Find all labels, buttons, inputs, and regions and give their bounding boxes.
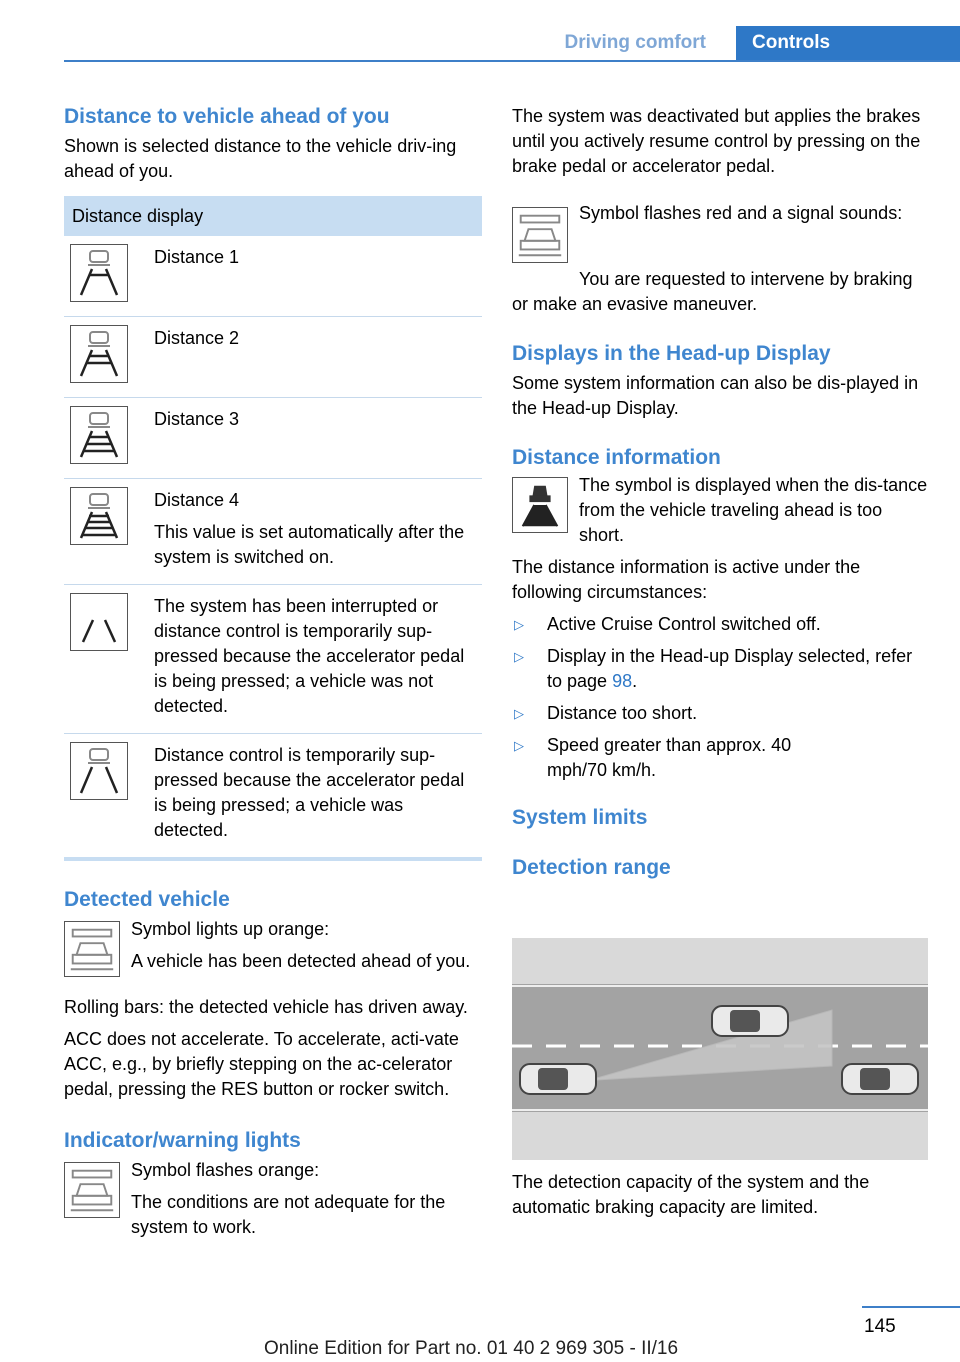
list-item-text-main: Display in the Head-up Display selected, refer to page (547, 646, 913, 691)
warning-vehicle-icon (64, 1162, 120, 1218)
table-row (64, 398, 482, 479)
row-text: The system has been interrupted or distance control is temporarily sup‐pressed because the accelerator pedal is being pressed; a vehicle was not detected. (154, 596, 465, 716)
vehicle-icon (842, 1064, 918, 1094)
distance-3-icon (70, 406, 128, 464)
edition-text: Online Edition for Part no. 01 40 2 969 305 - II/16 (264, 1338, 679, 1359)
bullet-list (512, 612, 928, 783)
list-item-text: Distance too short. (547, 703, 698, 723)
distance-2-icon (70, 325, 128, 383)
vehicle-icon (520, 1064, 596, 1094)
footer-rule (862, 1306, 960, 1308)
detected-line1: Symbol lights up orange: (131, 919, 330, 939)
deactivated-text: The system was deactivated but applies the brakes until you actively resume control by pressing on the brake pedal or accelerator pedal. (512, 106, 921, 176)
row-text (154, 487, 482, 570)
header-section: Driving comfort (564, 32, 706, 53)
list-item (512, 733, 928, 783)
distance-warning-icon (512, 477, 568, 533)
row-text: Distance 3 (154, 409, 240, 429)
list-item (512, 644, 928, 694)
distinfo-heading: Distance information (512, 446, 721, 469)
flash-red-block (512, 201, 928, 263)
vehicle-icon (712, 1006, 788, 1036)
table-row (64, 317, 482, 398)
header-tab: Controls (736, 26, 960, 62)
distance-intro: Shown is selected distance to the vehicle driv‐ing ahead of you. (64, 136, 457, 181)
table-row (64, 479, 482, 585)
distance-4-icon (70, 487, 128, 545)
distinfo-text: The symbol is displayed when the dis‐tance from the vehicle traveling ahead is too short. (579, 475, 928, 545)
page-number: 145 (864, 1316, 896, 1337)
left-column (64, 100, 482, 1240)
detected-heading: Detected vehicle (64, 888, 230, 911)
indicator-line1: Symbol flashes orange: (131, 1160, 320, 1180)
row-text-line: Distance 4 (154, 490, 240, 510)
flash-red-text (579, 201, 902, 263)
indicator-heading: Indicator/warning lights (64, 1129, 301, 1152)
hud-text: Some system information can also be dis‐played in the Head-up Display. (512, 373, 919, 418)
table-end-rule (64, 857, 482, 861)
detected-text (131, 917, 470, 977)
table-header: Distance display (64, 196, 482, 236)
row-text: Distance 1 (154, 247, 240, 267)
rolling-text: Rolling bars: the detected vehicle has driven away. (64, 997, 468, 1017)
indicator-block (64, 1158, 482, 1240)
row-text-extra: This value is set automatically after the system is switched on. (154, 522, 465, 567)
vehicle-detected-icon (64, 921, 120, 977)
right-column (512, 100, 928, 881)
range-heading: Detection range (512, 856, 671, 879)
row-text: Distance 2 (154, 328, 240, 348)
indicator-text (131, 1158, 482, 1240)
indicator-line2: The conditions are not adequate for the system to work. (131, 1192, 446, 1237)
table-row (64, 734, 482, 857)
red-warning-vehicle-icon (512, 207, 568, 263)
limits-heading: System limits (512, 806, 648, 829)
acc-text: ACC does not accelerate. To accelerate, acti‐vate ACC, e.g., by briefly stepping on the ac‐celerator pedal, pressing the RES button or rocker switch. (64, 1029, 459, 1099)
list-item-text: Speed greater than approx. 40 mph/70 km/h. (547, 735, 792, 780)
triangle-bullet-icon: ▷ (514, 706, 524, 721)
active-text: The distance information is active under the following circumstances: (512, 557, 861, 602)
capacity-text: The detection capacity of the system and the automatic braking capacity are limited. (512, 1172, 870, 1217)
distance-1-icon (70, 244, 128, 302)
list-item (512, 612, 928, 637)
table-row (64, 585, 482, 734)
distinfo-text-wrap (579, 473, 928, 548)
interrupted-no-vehicle-icon (70, 593, 128, 651)
triangle-bullet-icon: ▷ (514, 649, 524, 664)
list-item-text: Display in the Head-up Display selected, refer to page 98. (547, 646, 913, 691)
table-row (64, 236, 482, 317)
list-item-text: Active Cruise Control switched off. (547, 614, 821, 634)
triangle-bullet-icon: ▷ (514, 617, 524, 632)
row-text: Distance control is temporarily sup‐pressed because the accelerator pedal is being pressed; a vehicle was detected. (154, 745, 465, 840)
page-ref-link[interactable]: 98 (612, 671, 633, 691)
distance-heading: Distance to vehicle ahead of you (64, 105, 390, 128)
flash-red-line2: You are requested to intervene by braking or make an evasive maneuver. (512, 269, 913, 314)
detected-block (64, 917, 482, 977)
header-rule (64, 60, 960, 62)
triangle-bullet-icon: ▷ (514, 738, 524, 753)
flash-red-line1: Symbol flashes red and a signal sounds: (579, 203, 903, 223)
hud-heading: Displays in the Head-up Display (512, 342, 831, 365)
detected-line2: A vehicle has been detected ahead of you. (131, 951, 471, 971)
suppressed-vehicle-icon (70, 742, 128, 800)
distinfo-block (512, 473, 928, 548)
list-item (512, 701, 928, 726)
detection-range-illustration (512, 938, 928, 1160)
